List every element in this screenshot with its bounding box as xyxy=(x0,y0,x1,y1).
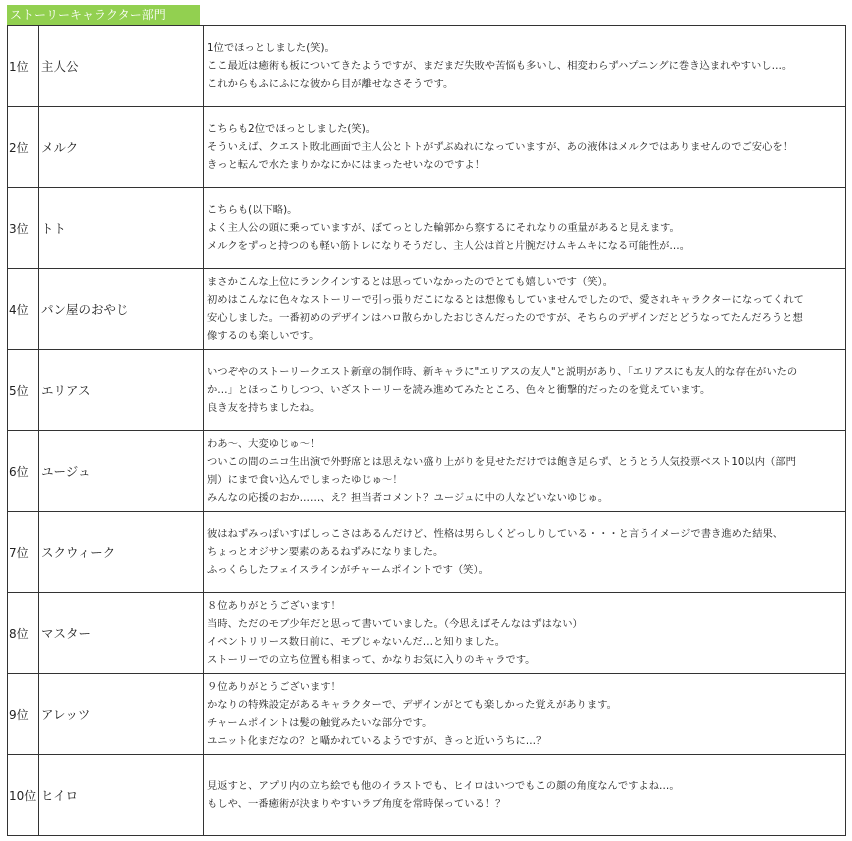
comment-cell xyxy=(204,431,846,512)
character-name-cell: マスター xyxy=(39,593,204,674)
comment-line: わあ～、大変ゆじゅ～！ xyxy=(207,438,321,450)
ranking-row xyxy=(8,107,846,188)
comment-line: 当時、ただのモブ少年だと思って書いていました。（今思えばそんなはずはない） xyxy=(207,618,583,630)
character-name-cell: パン屋のおやじ xyxy=(39,269,204,350)
rank-cell: 1位 xyxy=(8,26,39,107)
character-name-cell: スクウィーク xyxy=(39,512,204,593)
comment-line: よく主人公の頭に乗っていますが、ぼてっとした輪郭から察するにそれなりの重量があると見えます。 xyxy=(207,222,680,234)
ranking-row xyxy=(8,674,846,755)
comment-line: まさかこんな上位にランクインするとは思っていなかったのでとても嬉しいです（笑）。 xyxy=(207,276,614,288)
comment-line: ストーリーでの立ち位置も相まって、かなりお気に入りのキャラです。 xyxy=(207,654,536,666)
comment-line: ユニット化まだなの？と囁かれているようですが、きっと近いうちに…？ xyxy=(207,735,547,747)
rank-cell: 7位 xyxy=(8,512,39,593)
comment-line: ちょっとオジサン要素のあるねずみになりました。 xyxy=(207,546,444,558)
comment-cell xyxy=(204,593,846,674)
comment-line: これからもふにふにな彼から目が離せなさそうです。 xyxy=(207,78,454,90)
comment-line: 良き友を持ちましたね。 xyxy=(207,402,321,414)
rank-cell: 9位 xyxy=(8,674,39,755)
comment-cell xyxy=(204,26,846,107)
ranking-table-body xyxy=(8,26,846,836)
character-name-cell: 主人公 xyxy=(39,26,204,107)
comment-line: 安心しました。一番初めのデザインはハロ散らかしたおじさんだったのですが、そちらのデザインだとどうなってたんだろうと想 xyxy=(207,312,803,324)
character-name-cell: ユージュ xyxy=(39,431,204,512)
comment-line: イベントリリース数日前に、モブじゃないんだ…と知りました。 xyxy=(207,636,506,648)
comment-line: そういえば、クエスト敗北画面で主人公とトトがずぶぬれになっていますが、あの液体はメルクではありませんのでご安心を！ xyxy=(207,141,793,153)
character-name-cell: エリアス xyxy=(39,350,204,431)
ranking-row xyxy=(8,269,846,350)
character-name-cell: アレッツ xyxy=(39,674,204,755)
comment-cell xyxy=(204,755,846,836)
comment-line: 彼はねずみっぽいすばしっこさはあるんだけど、性格は男らしくどっしりしている・・・と言うイメージで書き進めた結果、 xyxy=(207,528,784,540)
comment-cell xyxy=(204,188,846,269)
comment-line: 初めはこんなに色々なストーリーで引っ張りだこになるとは想像もしていませんでしたので、愛されキャラクターになってくれて xyxy=(207,294,804,306)
character-name-cell: メルク xyxy=(39,107,204,188)
ranking-row xyxy=(8,188,846,269)
ranking-row xyxy=(8,512,846,593)
character-name-cell: トト xyxy=(39,188,204,269)
rank-cell: 8位 xyxy=(8,593,39,674)
ranking-table xyxy=(7,25,846,836)
ranking-row xyxy=(8,431,846,512)
comment-cell xyxy=(204,512,846,593)
comment-line: チャームポイントは髪の触覚みたいな部分です。 xyxy=(207,717,433,729)
comment-line: こちらも(以下略)。 xyxy=(207,204,298,216)
rank-cell: 3位 xyxy=(8,188,39,269)
comment-line: こちらも2位でほっとしました(笑)。 xyxy=(207,123,377,135)
rank-cell: 2位 xyxy=(8,107,39,188)
rank-cell: 10位 xyxy=(8,755,39,836)
comment-line: いつぞやのストーリークエスト新章の制作時、新キャラに"エリアスの友人"と説明があり、「エリアスにも友人的な存在がいたの xyxy=(207,366,798,378)
rank-cell: 5位 xyxy=(8,350,39,431)
rank-cell: 4位 xyxy=(8,269,39,350)
comment-cell xyxy=(204,107,846,188)
comment-line: かなりの特殊設定があるキャラクターで、デザインがとても楽しかった覚えがあります。 xyxy=(207,699,617,711)
comment-line: ９位ありがとうございます！ xyxy=(207,681,341,693)
ranking-row xyxy=(8,593,846,674)
comment-line: か…」とほっこりしつつ、いざストーリーを読み進めてみたところ、色々と衝撃的だったのを覚えています。 xyxy=(207,384,711,396)
ranking-row xyxy=(8,26,846,107)
ranking-row xyxy=(8,755,846,836)
comment-cell xyxy=(204,674,846,755)
comment-cell xyxy=(204,269,846,350)
comment-line: 別）にまで食い込んでしまったゆじゅ～！ xyxy=(207,474,403,486)
comment-line: みんなの応援のおか……、え？担当者コメント？ユージュに中の人などいないゆじゅ。 xyxy=(207,492,609,504)
comment-line: もしや、一番癒術が決まりやすいラブ角度を常時保っている！？ xyxy=(207,798,506,810)
comment-line: メルクをずっと持つのも軽い筋トレになりそうだし、主人公は首と片腕だけムキムキになる可能性が…。 xyxy=(207,240,691,252)
section-title-tab: ストーリーキャラクター部門 xyxy=(7,5,200,25)
comment-line: きっと転んで水たまりかなにかにはまったせいなのですよ！ xyxy=(207,159,486,171)
rank-cell: 6位 xyxy=(8,431,39,512)
comment-line: ここ最近は癒術も板についてきたようですが、まだまだ失敗や苦悩も多いし、相変わらずハプニングに巻き込まれやすいし…。 xyxy=(207,60,793,72)
comment-line: 像するのも楽しいです。 xyxy=(207,330,320,342)
comment-line: 1位でほっとしました(笑)。 xyxy=(207,42,335,54)
comment-line: ついこの間のニコ生出演で外野席とは思えない盛り上がりを見せただけでは飽き足らず、とうとう人気投票ベスト10以内（部門 xyxy=(207,456,796,468)
character-name-cell: ヒイロ xyxy=(39,755,204,836)
ranking-row xyxy=(8,350,846,431)
comment-cell xyxy=(204,350,846,431)
comment-line: 見返すと、アプリ内の立ち絵でも他のイラストでも、ヒイロはいつでもこの顔の角度なんですよね…。 xyxy=(207,780,680,792)
comment-line: ふっくらしたフェイスラインがチャームポイントです（笑）。 xyxy=(207,564,489,576)
comment-line: ８位ありがとうございます！ xyxy=(207,600,341,612)
